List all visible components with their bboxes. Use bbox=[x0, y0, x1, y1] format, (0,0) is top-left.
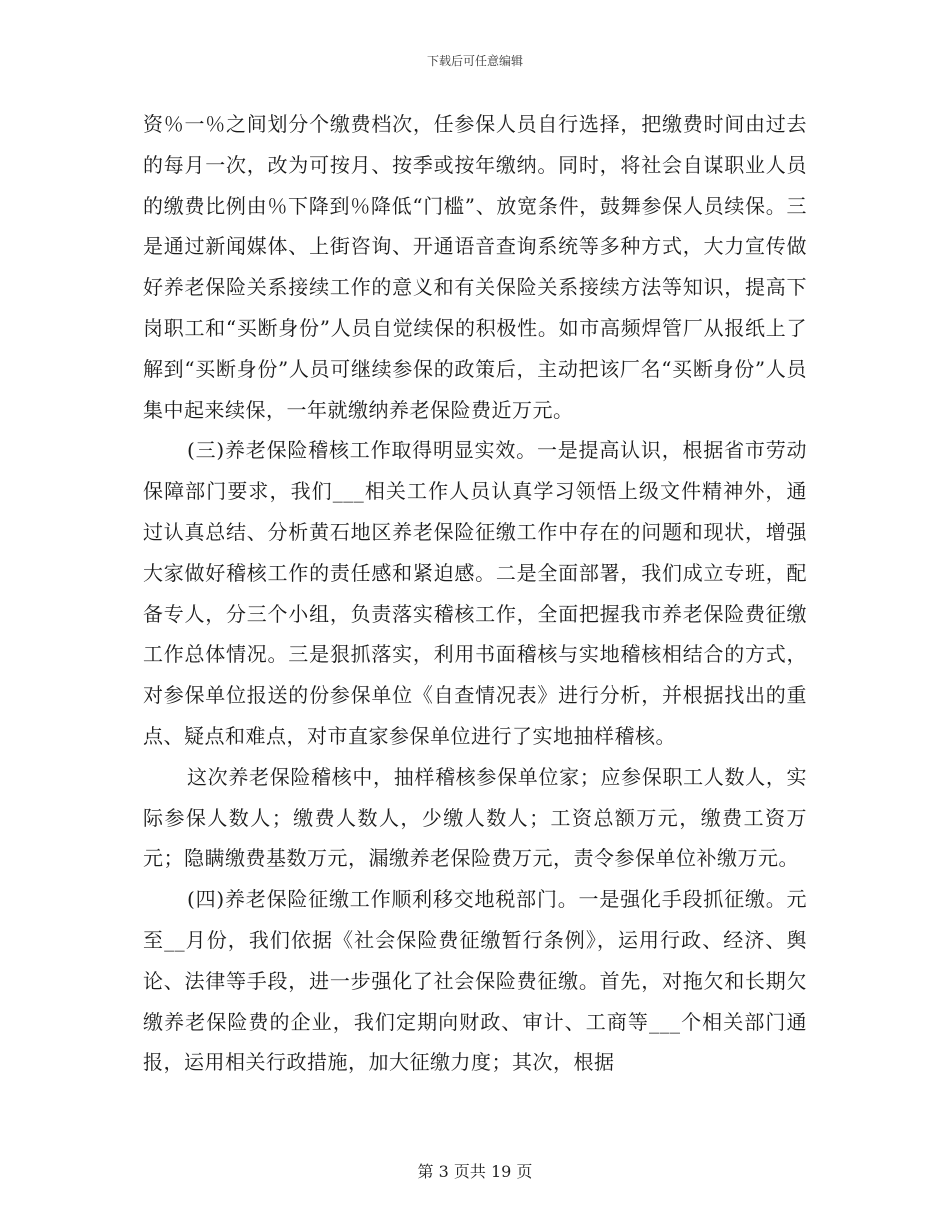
paragraph-2: (三)养老保险稽核工作取得明显实效。一是提高认识，根据省市劳动保障部门要求，我们___相关工作人员认真学习领悟上级文件精神外，通过认真总结、分析黄石地区养老保险征缴工作中存在的问题和现状，增强大家做好稽核工作的责任感和紧迫感。二是全面部署，我们成立专班，配备专人，分三个小组，负责落实稽核工作，全面把握我市养老保险费征缴工作总体情况。三是狠抓落实，利用书面稽核与实地稽核相结合的方式，对参保单位报送的份参保单位《自查情况表》进行分析，并根据找出的重点、疑点和难点，对市直家参保单位进行了实地抽样稽核。 bbox=[143, 438, 807, 748]
paragraph-1: 资％一％之间划分个缴费档次，任参保人员自行选择，把缴费时间由过去的每月一次，改为可按月、按季或按年缴纳。同时，将社会自谋职业人员的缴费比例由％下降到％降低“门槛”、放宽条件，鼓舞参保人员续保。三是通过新闻媒体、上街咨询、开通语音查询系统等多种方式，大力宣传做好养老保险关系接续工作的意义和有关保险关系接续方法等知识，提高下岗职工和“买断身份”人员自觉续保的积极性。如市高频焊管厂从报纸上了解到“买断身份”人员可继续参保的政策后，主动把该厂名“买断身份”人员集中起来续保，一年就缴纳养老保险费近万元。 bbox=[143, 112, 807, 422]
paragraph-4: (四)养老保险征缴工作顺利移交地税部门。一是强化手段抓征缴。元至__月份，我们依据《社会保险费征缴暂行条例》，运用行政、经济、舆论、法律等手段，进一步强化了社会保险费征缴。首先，对拖欠和长期欠缴养老保险费的企业，我们定期向财政、审计、工商等___个相关部门通报，运用相关行政措施，加大征缴力度；其次，根据 bbox=[143, 887, 807, 1075]
page-footer: 第 3 页共 19 页 bbox=[417, 1162, 533, 1181]
page-header: 下载后可任意编辑 bbox=[426, 54, 523, 68]
document-body bbox=[143, 104, 807, 1083]
paragraph-3: 这次养老保险稽核中，抽样稽核参保单位家；应参保职工人数人，实际参保人数人；缴费人数人，少缴人数人；工资总额万元，缴费工资万元；隐瞒缴费基数万元，漏缴养老保险费万元，责令参保单位补缴万元。 bbox=[143, 764, 807, 871]
